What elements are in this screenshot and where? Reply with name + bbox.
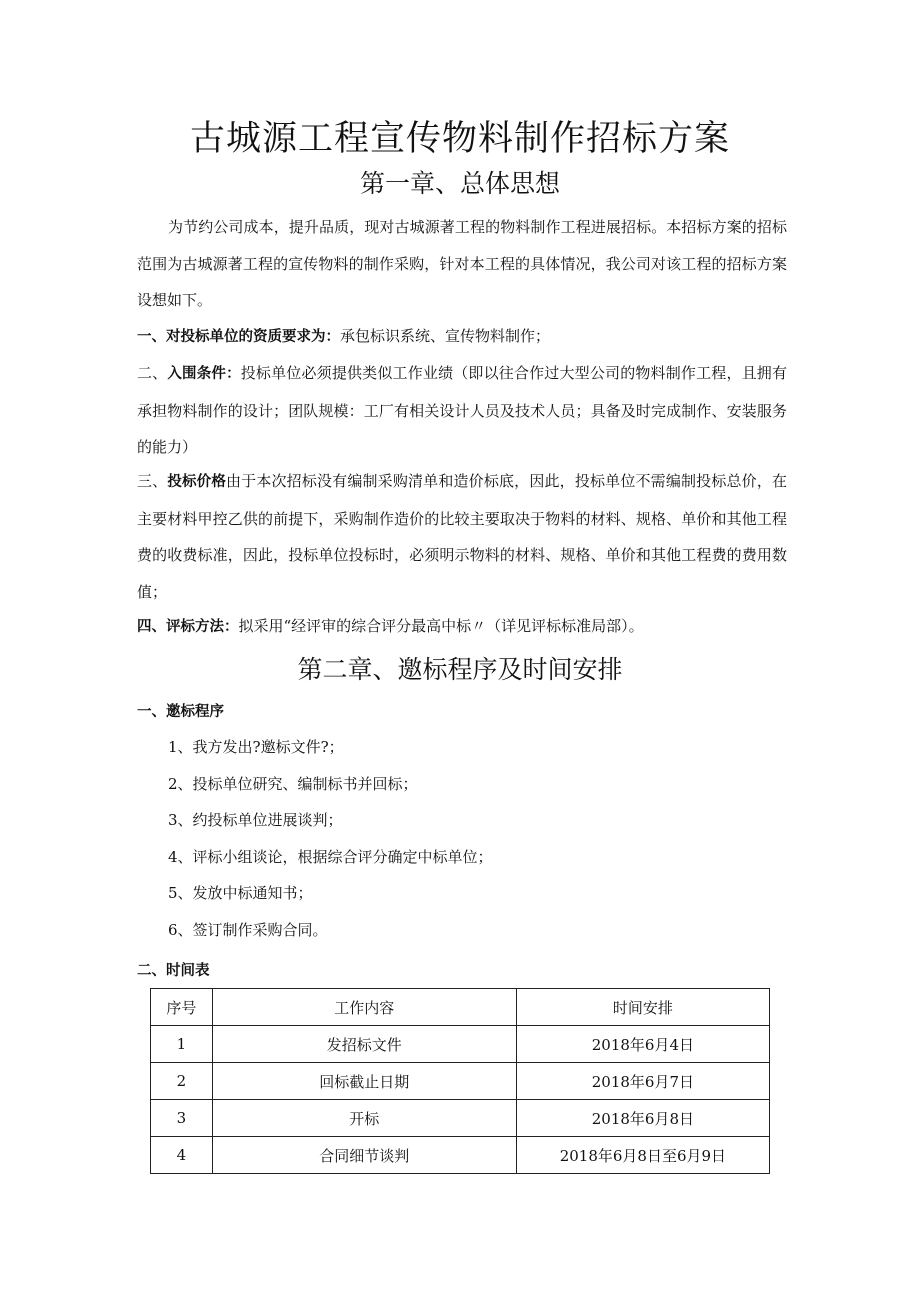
- section-price-label: 投标价格: [167, 474, 227, 490]
- section-entry-conditions: [137, 355, 787, 466]
- chapter-2-title: 第二章、邀标程序及时间安排: [297, 655, 623, 684]
- cell-no: 4: [151, 1137, 213, 1174]
- section-qualification-text: 承包标识系统、宣传物料制作；: [340, 327, 551, 345]
- table-row: [151, 1100, 770, 1137]
- table-row: [151, 1063, 770, 1100]
- intro-paragraph: 为节约公司成本，提升品质，现对古城源著工程的物料制作工程进展招标。本招标方案的招标范围为古城源著工程的宣传物料的制作采购，针对本工程的具体情况，我公司对该工程的招标方案设想如下。: [137, 218, 787, 309]
- schedule-table: [150, 988, 770, 1174]
- section-evaluation-text: 拟采用“经评审的综合评分最高中标〃（详见评标标准局部）。: [238, 617, 644, 635]
- list-item: 3、约投标单位进展谈判；: [168, 811, 343, 829]
- cell-content: 开标: [212, 1100, 516, 1137]
- table-header-row: [151, 989, 770, 1026]
- list-item: 2、投标单位研究、编制标书并回标；: [168, 774, 418, 793]
- section-price-text: 由于本次招标没有编制采购清单和造价标底，因此，投标单位不需编制投标总价，在主要材料甲控乙供的前提下，采购制作造价的比较主要取决于物料的材料、规格、单价和其他工程费的收费标准，因此，投标单位投标时，必须明示物料的材料、规格、单价和其他工程费的费用数值；: [137, 472, 787, 601]
- section-qualification-label: 一、对投标单位的资质要求为：: [137, 329, 340, 345]
- procedure-list: [168, 735, 493, 954]
- cell-time: 2018年6月7日: [516, 1063, 769, 1100]
- section-evaluation-label: 四、评标方法：: [137, 619, 239, 635]
- chapter-1-title: 第一章、总体思想: [359, 169, 560, 198]
- list-item: 1、我方发出?邀标文件?；: [168, 738, 344, 756]
- cell-no: 2: [151, 1063, 213, 1100]
- procedure-heading: 一、邀标程序: [137, 704, 224, 720]
- cell-time: 2018年6月4日: [516, 1026, 769, 1063]
- cell-no: 1: [151, 1026, 213, 1063]
- section-qualification: [137, 318, 787, 356]
- section-bid-price: [137, 463, 787, 610]
- section-entry-prefix: 二、: [137, 364, 168, 382]
- list-item: 4、评标小组谈论，根据综合评分确定中标单位；: [168, 847, 493, 866]
- cell-no: 3: [151, 1100, 213, 1137]
- list-item: 6、签订制作采购合同。: [168, 920, 328, 939]
- section-price-prefix: 三、: [137, 472, 168, 490]
- header-time: 时间安排: [516, 989, 769, 1026]
- header-content: 工作内容: [212, 989, 516, 1026]
- cell-time: 2018年6月8日: [516, 1100, 769, 1137]
- cell-content: 发招标文件: [212, 1026, 516, 1063]
- schedule-heading: 二、时间表: [137, 963, 210, 979]
- table-row: [151, 1026, 770, 1063]
- cell-content: 合同细节谈判: [212, 1137, 516, 1174]
- section-evaluation: [137, 608, 787, 646]
- cell-content: 回标截止日期: [212, 1063, 516, 1100]
- section-entry-label: 入围条件：: [167, 366, 241, 382]
- cell-time: 2018年6月8日至6月9日: [516, 1137, 769, 1174]
- header-no: 序号: [151, 989, 213, 1026]
- section-entry-text: 投标单位必须提供类似工作业绩（即以往合作过大型公司的物料制作工程，且拥有承担物料制作的设计；团队规模：工厂有相关设计人员及技术人员；具备及时完成制作、安装服务的能力）: [137, 364, 787, 456]
- document-title: 古城源工程宣传物料制作招标方案: [189, 119, 730, 159]
- table-row: [151, 1137, 770, 1174]
- list-item: 5、发放中标通知书；: [168, 884, 313, 902]
